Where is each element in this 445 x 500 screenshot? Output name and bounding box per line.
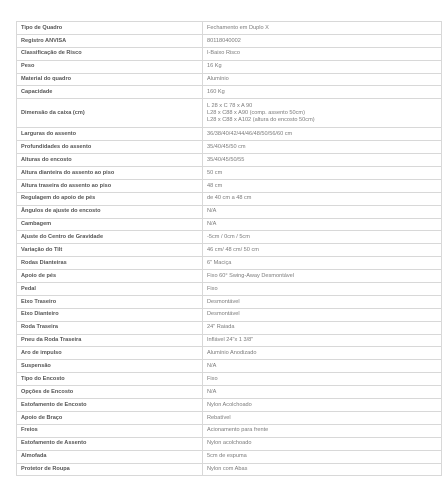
spec-value <box>203 347 442 360</box>
spec-value-line: L28 x C88 x A102 (altura do encosto 50cm) <box>207 116 315 123</box>
spec-row <box>17 334 442 347</box>
spec-value-line: Rebatível <box>207 414 231 421</box>
spec-value-line: Fechamento em Duplo X <box>207 24 269 31</box>
spec-label: Estofamento de Encosto <box>17 399 203 412</box>
spec-value-line: Desmontável <box>207 311 240 318</box>
spec-value-line: Fixo 60° Swing-Away Desmontável <box>207 272 295 279</box>
spec-value-line: Nylon com Abas <box>207 466 248 473</box>
spec-label: Tipo do Encosto <box>17 373 203 386</box>
spec-row <box>17 205 442 218</box>
spec-label: Opções de Encosto <box>17 386 203 399</box>
spec-label: Apoio de pés <box>17 270 203 283</box>
spec-value <box>203 463 442 476</box>
spec-value <box>203 73 442 86</box>
spec-value <box>203 270 442 283</box>
spec-label: Pedal <box>17 283 203 296</box>
spec-label: Variação do Tilt <box>17 244 203 257</box>
spec-label: Apoio de Braço <box>17 411 203 424</box>
spec-row <box>17 321 442 334</box>
spec-value <box>203 218 442 231</box>
spec-label: Regulagem do apoio de pés <box>17 192 203 205</box>
spec-label: Profundidades do assento <box>17 141 203 154</box>
spec-value <box>203 386 442 399</box>
spec-value <box>203 167 442 180</box>
spec-value <box>203 308 442 321</box>
spec-label: Almofada <box>17 450 203 463</box>
spec-value-line: Acionamento para frente <box>207 427 269 434</box>
spec-label: Altura dianteira do assento ao piso <box>17 167 203 180</box>
spec-value-line: Desmontável <box>207 298 240 305</box>
spec-label: Protetor de Roupa <box>17 463 203 476</box>
spec-value-line: 6" Maciça <box>207 259 232 266</box>
spec-value <box>203 373 442 386</box>
spec-table-container <box>16 21 442 476</box>
spec-row <box>17 192 442 205</box>
spec-value <box>203 321 442 334</box>
spec-table <box>16 21 442 476</box>
spec-value-line: I-Baixo Risco <box>207 50 240 57</box>
spec-row <box>17 295 442 308</box>
spec-row <box>17 47 442 60</box>
spec-value <box>203 86 442 99</box>
spec-value <box>203 283 442 296</box>
spec-label: Eixo Traseiro <box>17 295 203 308</box>
spec-value <box>203 47 442 60</box>
spec-label: Estofamento de Assento <box>17 437 203 450</box>
spec-value-line: Nylon Acolchoado <box>207 401 252 408</box>
spec-row <box>17 60 442 73</box>
spec-label: Rodas Dianteiras <box>17 257 203 270</box>
spec-value <box>203 192 442 205</box>
spec-label: Dimensão da caixa (cm) <box>17 99 203 128</box>
spec-value-line: -5cm / 0cm / 5cm <box>207 234 250 241</box>
spec-row <box>17 34 442 47</box>
spec-label: Registro ANVISA <box>17 34 203 47</box>
spec-value-line: Fixo <box>207 285 218 292</box>
spec-value <box>203 231 442 244</box>
spec-row <box>17 308 442 321</box>
spec-value-line: 80118040002 <box>207 37 241 44</box>
spec-label: Peso <box>17 60 203 73</box>
spec-row <box>17 244 442 257</box>
spec-value-line: 16 Kg <box>207 63 222 70</box>
spec-value <box>203 437 442 450</box>
spec-row <box>17 411 442 424</box>
spec-value <box>203 399 442 412</box>
spec-row <box>17 167 442 180</box>
spec-value-line: 24" Raiada <box>207 324 235 331</box>
spec-label: Ângulos de ajuste do encosto <box>17 205 203 218</box>
spec-label: Roda Traseira <box>17 321 203 334</box>
spec-row <box>17 373 442 386</box>
spec-value-line: Nylon acolchoado <box>207 440 252 447</box>
spec-value-line: 50 cm <box>207 169 223 176</box>
spec-label: Capacidade <box>17 86 203 99</box>
spec-value-line: Fixo <box>207 375 218 382</box>
spec-label: Larguras do assento <box>17 128 203 141</box>
spec-value-line: Alumínio <box>207 76 229 83</box>
spec-row <box>17 270 442 283</box>
spec-label: Ajuste do Centro de Gravidade <box>17 231 203 244</box>
spec-row <box>17 99 442 128</box>
spec-row <box>17 141 442 154</box>
spec-value <box>203 141 442 154</box>
spec-value-line: 48 cm <box>207 182 223 189</box>
spec-value-line: 5cm de espuma <box>207 453 247 460</box>
spec-value <box>203 205 442 218</box>
spec-label: Tipo de Quadro <box>17 22 203 35</box>
spec-value-line: Inflável 24"x 1 3/8" <box>207 337 254 344</box>
spec-row <box>17 22 442 35</box>
spec-row <box>17 231 442 244</box>
spec-label: Pneu da Roda Traseira <box>17 334 203 347</box>
spec-value <box>203 450 442 463</box>
spec-value <box>203 295 442 308</box>
spec-label: Cambagem <box>17 218 203 231</box>
spec-label: Altura traseira do assento ao piso <box>17 179 203 192</box>
spec-row <box>17 347 442 360</box>
spec-label: Alturas do encosto <box>17 154 203 167</box>
spec-label: Freios <box>17 424 203 437</box>
spec-label: Material do quadro <box>17 73 203 86</box>
spec-row <box>17 437 442 450</box>
spec-value-line: N/A <box>207 388 217 395</box>
spec-row <box>17 73 442 86</box>
spec-value <box>203 179 442 192</box>
spec-label: Suspensão <box>17 360 203 373</box>
spec-value <box>203 424 442 437</box>
spec-value-line: L 28 x C 78 x A 90 <box>207 103 253 110</box>
spec-label: Aro de impulso <box>17 347 203 360</box>
spec-value-line: N/A <box>207 221 217 228</box>
spec-row <box>17 399 442 412</box>
spec-value-line: N/A <box>207 208 217 215</box>
spec-row <box>17 257 442 270</box>
spec-value-line: 160 Kg <box>207 89 225 96</box>
spec-value <box>203 257 442 270</box>
spec-value-line: 46 cm/ 48 cm/ 50 cm <box>207 247 259 253</box>
spec-value-line: 36/38/40/42/44/46/48/50/56/60 cm <box>207 130 293 137</box>
spec-value <box>203 60 442 73</box>
spec-value-line: N/A <box>207 363 217 370</box>
spec-value <box>203 34 442 47</box>
spec-value <box>203 99 442 128</box>
spec-label: Classificação de Risco <box>17 47 203 60</box>
spec-row <box>17 218 442 231</box>
spec-value <box>203 154 442 167</box>
spec-table-body <box>17 22 442 476</box>
spec-row <box>17 154 442 167</box>
spec-row <box>17 283 442 296</box>
spec-row <box>17 360 442 373</box>
spec-value-line: Alumínio Anodizado <box>207 350 257 357</box>
spec-value <box>203 334 442 347</box>
spec-value-line: de 40 cm a 48 cm <box>207 195 252 202</box>
spec-label: Eixo Dianteiro <box>17 308 203 321</box>
spec-value-line: L28 x C88 x A90 (comp. assento 50cm) <box>207 110 305 117</box>
spec-value-line: 35/40/45/50/55 <box>207 156 245 163</box>
spec-value <box>203 244 442 257</box>
spec-row <box>17 424 442 437</box>
spec-row <box>17 386 442 399</box>
spec-value <box>203 128 442 141</box>
spec-row <box>17 179 442 192</box>
spec-value <box>203 360 442 373</box>
spec-value <box>203 411 442 424</box>
spec-row <box>17 128 442 141</box>
spec-row <box>17 463 442 476</box>
spec-value-line: 35/40/45/50 cm <box>207 143 246 150</box>
spec-row <box>17 450 442 463</box>
spec-row <box>17 86 442 99</box>
spec-value <box>203 22 442 35</box>
